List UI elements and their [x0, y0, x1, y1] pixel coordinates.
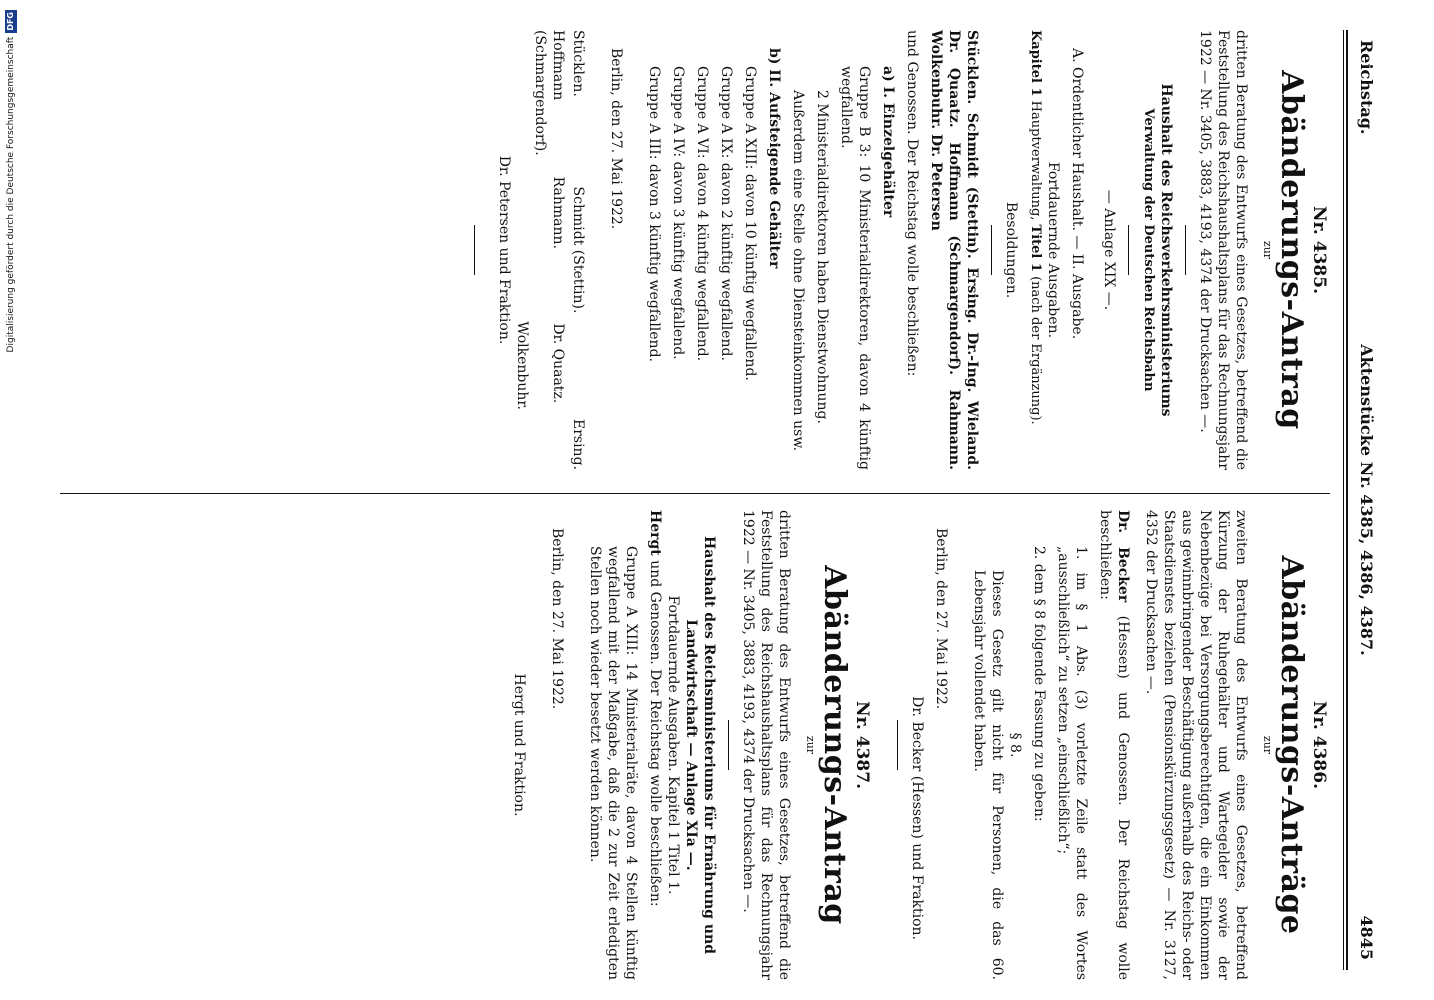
kapitel-text: Hauptverwaltung, — [1028, 96, 1043, 225]
titel-label: Titel 1 — [1028, 224, 1043, 272]
ministerialdirektoren-note: 2 Ministerialdirektoren haben Dienstwohnung. — [814, 90, 830, 424]
intro-4386: zweiten Beratung des Entwurfs eines Gesetzes, betreffend Kürzung der Ruhegehälter und Wartegelder sowie der Nebenbezüge bei Versorgungsberechtigten, die ein Einkommen aus gewinnbringender Beschäftigung außerhalb des Reichs- oder Staatsdienstes beziehen (Pensionskürzungsgesetz) — Nr. 3127, 4352 der Drucksachen —. — [1143, 510, 1249, 980]
header-left: Reichstag. — [1357, 40, 1376, 135]
gruppe-a6: Gruppe A VI: davon 4 künftig wegfallend. — [694, 66, 710, 362]
dfg-logo: DFG — [6, 12, 15, 31]
intro-4387: dritten Beratung des Entwurfs eines Gesetzes, betreffend die Feststellung des Reichshaushaltsplans für das Rechnungsjahr 1922 — Nr. 3405, 3883, 4193, 4374 der Drucksachen —. — [740, 510, 792, 980]
hergt-name: Hergt — [647, 510, 663, 556]
paragraph-8: § 8. — [1007, 732, 1023, 758]
short-rule — [897, 720, 898, 770]
ausserdem-note: Außerdem eine Stelle ohne Diensteinkommen usw. — [790, 90, 806, 452]
fortdauernde-ausgaben: Fortdauernde Ausgaben. — [1045, 161, 1061, 339]
column-right — [510, 510, 1330, 980]
einzelgehaelter-heading: a) I. Einzelgehälter — [880, 66, 896, 218]
date-4387: Berlin, den 27. Mai 1922. — [549, 528, 565, 710]
item-1: 1. im § 1 Abs. (3) vorletzte Zeile statt des Wortes „ausschließlich“ zu setzen „einschließlich“; — [1055, 546, 1089, 980]
ordentlicher-haushalt: A. Ordentlicher Haushalt. — II. Ausgabe. — [1069, 48, 1085, 340]
gruppe-a3: Gruppe A III: davon 3 künftig wegfallend. — [646, 66, 662, 362]
doc-number-4385: Nr. 4385. — [1309, 205, 1329, 294]
signature: Stücklen. — [570, 30, 586, 97]
short-rule — [991, 225, 992, 275]
kapitel-label: Kapitel 1 — [1028, 30, 1043, 97]
verwaltung-heading: Verwaltung der Deutschen Reichsbahn — [1141, 108, 1156, 392]
hergt-antrag — [646, 510, 664, 980]
becker-antrag — [1096, 510, 1132, 980]
becker-tail: (Hessen) und Genossen. Der Reichstag wolle beschließen: — [1097, 510, 1131, 980]
doc-title-4387: Abänderungs-Antrag — [817, 565, 852, 925]
signature: Dr. Quaatz. — [550, 323, 566, 404]
aufsteigende-heading: b) II. Aufsteigende Gehälter — [766, 48, 782, 269]
besoldungen: Besoldungen. — [1003, 201, 1019, 299]
signature-hergt: Hergt und Fraktion. — [511, 673, 527, 817]
intro-4385: dritten Beratung des Entwurfs eines Gesetzes, betreffend die Feststellung des Reichshaushaltsplans für das Rechnungsjahr 1922 — Nr. 3405, 3883, 4193, 4374 der Drucksachen —. — [1197, 30, 1249, 470]
running-header — [1350, 40, 1376, 960]
signature: Schmidt (Stettin). — [570, 186, 586, 314]
short-rule — [1128, 225, 1129, 275]
signature: Rahmann. — [550, 176, 566, 249]
doc-number-4387: Nr. 4387. — [852, 700, 872, 789]
antrag-names: Stücklen. Schmidt (Stettin). Ersing. Dr.-Ing. Wieland. Dr. Quaatz. Hoffmann (Schmargendorf). Rahmann. Wolkenbuhr. Dr. Petersen — [928, 30, 980, 470]
gruppe-a9: Gruppe A IX: davon 2 künftig wegfallend. — [718, 66, 734, 361]
gruppe-a13-4387: Gruppe A XIII: 14 Ministerialräte, davon 4 Stellen künftig wegfallend mit der Maßgabe, daß die 2 zur Zeit erledigten Stellen noch wieder besetzt werden können. — [587, 546, 639, 980]
haushalt-heading: Haushalt des Reichsverkehrsministeriums — [1158, 83, 1174, 417]
item-2: 2. dem § 8 folgende Fassung zu geben: — [1031, 546, 1047, 822]
kapitel-end: (nach der Ergänzung). — [1028, 271, 1043, 425]
zur-label: zur — [804, 735, 817, 755]
short-rule — [728, 720, 729, 770]
hergt-tail: und Genossen. Der Reichstag wolle beschließen: — [647, 555, 663, 907]
becker-name: Dr. Becker — [1115, 510, 1131, 603]
signature: Hoffmann (Schmargendorf). — [532, 30, 566, 156]
zur-label: zur — [1261, 240, 1274, 260]
doc-number-4386: Nr. 4386. — [1309, 700, 1329, 789]
gruppe-a4: Gruppe A IV: davon 3 künftig wegfallend. — [670, 66, 686, 360]
haushalt-heading-4387: Haushalt des Reichsministeriums für Ernährung und Landwirtschaft — Anlage XIa —. — [683, 536, 717, 954]
signature: Wolkenbuhr. — [514, 321, 530, 410]
funding-note: Digitalisierung gefördert durch die Deutsche Forschungsgemeinschaft — [6, 36, 16, 353]
signatures-4385 — [531, 30, 587, 470]
header-rule — [1346, 30, 1348, 970]
date-4386: Berlin, den 27. Mai 1922. — [933, 528, 949, 710]
anlage-label: — Anlage XIX —. — [1101, 189, 1117, 311]
end-rule — [474, 225, 475, 275]
gruppe-a13: Gruppe A XIII: davon 10 künftig wegfallend. — [742, 66, 758, 381]
column-divider — [60, 493, 1330, 494]
signature: Ersing. — [570, 418, 586, 470]
gruppe-b3: Gruppe B 3: 10 Ministerialdirektoren, davon 4 künftig wegfallend. — [838, 66, 872, 470]
column-left — [464, 30, 1330, 470]
doc-title-4385: Abänderungs-Antrag — [1274, 70, 1309, 430]
page-number: 4845 — [1357, 915, 1376, 960]
signature-becker: Dr. Becker (Hessen) und Fraktion. — [909, 696, 925, 940]
fortdauernde-ausgaben-4387: Fortdauernde Ausgaben. Kapitel 1 Titel 1. — [665, 595, 681, 895]
signature-fraktion: Dr. Petersen und Fraktion. — [496, 155, 512, 345]
antrag-tail: und Genossen. Der Reichstag wolle beschließen: — [904, 30, 920, 377]
zur-label: zur — [1261, 735, 1274, 755]
kapitel-line — [1026, 30, 1044, 470]
header-center: Aktenstücke Nr. 4385, 4386, 4387. — [1357, 344, 1376, 656]
header-rule-thin — [1343, 30, 1344, 970]
short-rule — [1185, 225, 1186, 275]
paragraph-8-text: Dieses Gesetz gilt nicht für Personen, die das 60. Lebensjahr vollendet haben. — [971, 570, 1005, 980]
date-4385: Berlin, den 27. Mai 1922. — [608, 48, 624, 230]
doc-title-4386: Abänderungs-Anträge — [1274, 555, 1309, 935]
